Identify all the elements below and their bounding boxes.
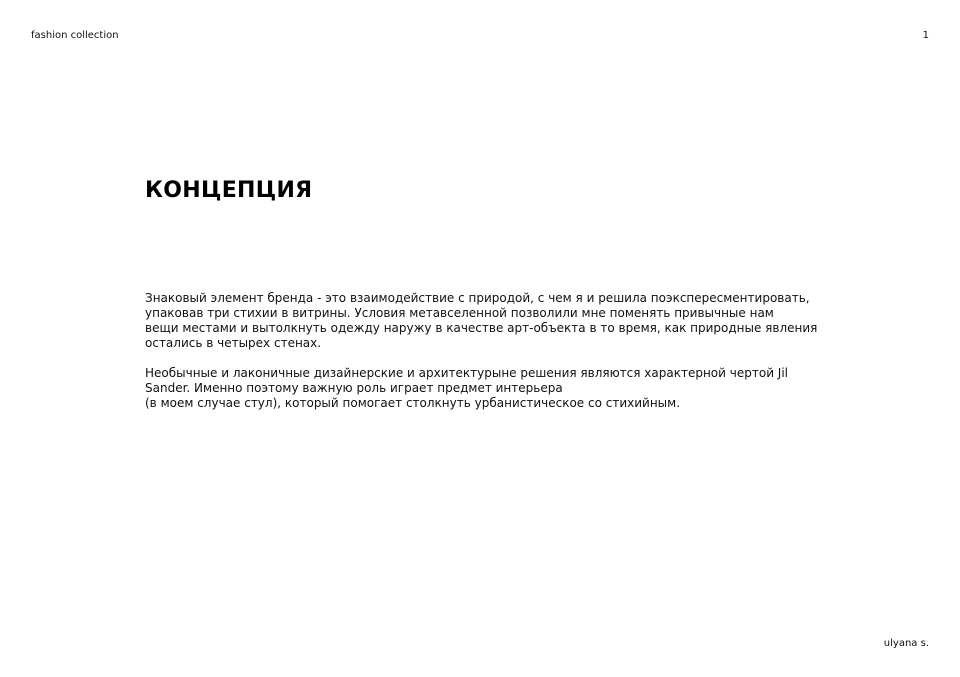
concept-paragraph-2 [145, 366, 835, 411]
paragraph-spacer [145, 351, 835, 366]
page-number: 1 [922, 30, 929, 41]
body-text [145, 291, 835, 411]
collection-label: fashion collection [31, 30, 119, 41]
paragraph-line: (в моем случае стул), который помогает столкнуть урбанистическое со стихийным. [145, 396, 681, 410]
paragraph-line: упаковав три стихии в витрины. Условия метавселенной позволили мне поменять привычные нам [145, 306, 774, 320]
paragraph-line: вещи местами и вытолкнуть одежду наружу в качестве арт-объекта в то время, как природные явления [145, 321, 818, 335]
page-title: КОНЦЕПЦИЯ [145, 178, 313, 203]
paragraph-line: остались в четырех стенах. [145, 336, 322, 350]
concept-paragraph-1 [145, 291, 835, 351]
paragraph-line: Знаковый элемент бренда - это взаимодействие с природой, с чем я и решила поэкспересментировать, [145, 291, 810, 305]
paragraph-line: Sander. Именно поэтому важную роль играет предмет интерьера [145, 381, 563, 395]
paragraph-line: Необычные и лаконичные дизайнерские и архитектурыне решения являются характерной чертой Jil [145, 366, 789, 380]
author-label: ulyana s. [883, 638, 929, 649]
